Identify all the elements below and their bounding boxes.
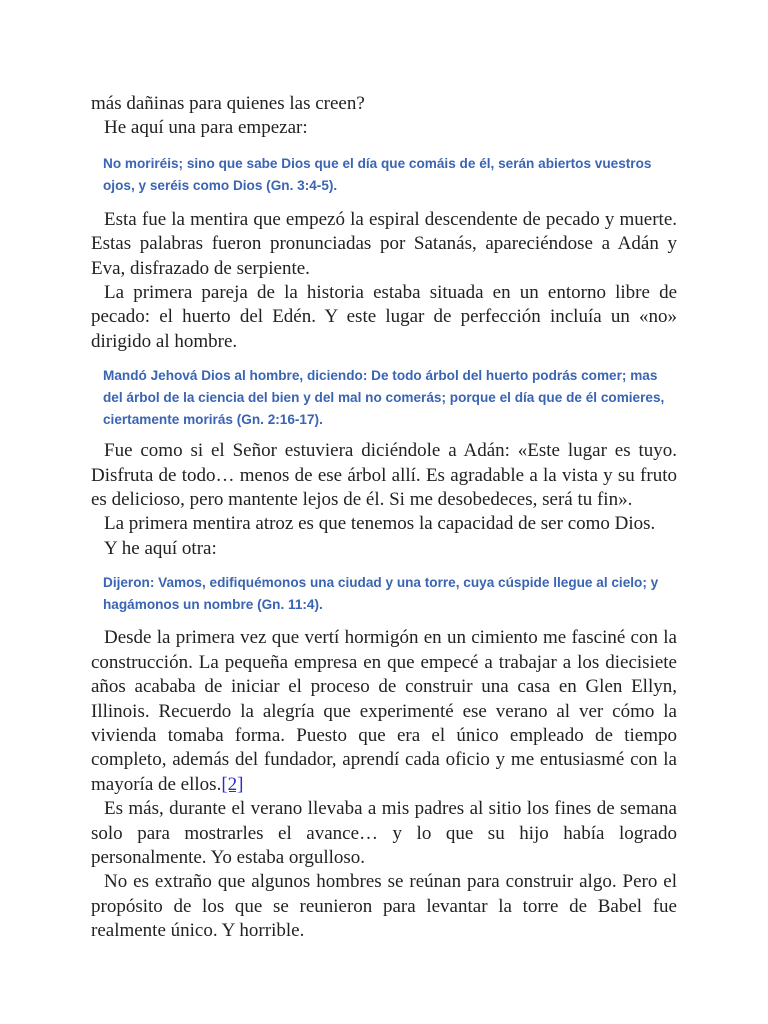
paragraph: Y he aquí otra: [104,537,217,559]
scripture-quote: No moriréis; sino que sabe Dios que el día que comáis de él, serán abiertos vuestros ojos, y seréis como Dios (Gn. 3:4-5). [103,155,652,193]
paragraph: Es más, durante el verano llevaba a mis padres al sitio los fines de semana solo para mostrarles el avance… y lo que su hijo había logrado personalmente. Yo estaba orgulloso. [91,798,677,868]
paragraph: La primera mentira atroz es que tenemos la capacidad de ser como Dios. [104,513,656,535]
paragraph: Esta fue la mentira que empezó la espiral descendente de pecado y muerte. Estas palabras fueron pronunciadas por Satanás, apareciéndose a Adán y Eva, disfrazado de serpiente. [91,208,677,279]
paragraph: No es extraño que algunos hombres se reúnan para construir algo. Pero el propósito de los que se reunieron para levantar la torre de Babel fue realmente único. Y horrible. [91,871,677,942]
scripture-quote: Mandó Jehová Dios al hombre, diciendo: De todo árbol del huerto podrás comer; mas del árbol de la ciencia del bien y del mal no comerás; porque el día que de él comieres, ciertamente morirás (Gn. 2:16-17). [103,368,665,428]
paragraph [91,626,677,797]
paragraph: Fue como si el Señor estuviera diciéndole a Adán: «Este lugar es tuyo. Disfruta de todo… menos de ese árbol allí. Es agradable a la vista y su fruto es delicioso, pero mantente lejos de él. Si me desobedeces, será tu fin». [91,440,677,511]
paragraph: He aquí una para empezar: [104,117,308,139]
paragraph-text: Desde la primera vez que vertí hormigón en un cimiento me fasciné con la construcción. La pequeña empresa en que empecé a trabajar a los diecisiete años acababa de iniciar el proceso de construir una casa en Glen Ellyn, Illinois. Recuerdo la alegría que experimenté ese verano al ver cómo la vivienda tomaba forma. Puesto que era el único empleado de tiempo completo, además del fundador, aprendí cada oficio y me entusiasmé con la mayoría de ellos. [91,627,677,795]
footnote-link[interactable]: [2] [221,773,244,795]
scripture-quote: Dijeron: Vamos, edifiquémonos una ciudad y una torre, cuya cúspide llegue al cielo; y hagámonos un nombre (Gn. 11:4). [103,575,659,613]
paragraph: La primera pareja de la historia estaba situada en un entorno libre de pecado: el huerto del Edén. Y este lugar de perfección incluía un «no» dirigido al hombre. [91,282,677,352]
paragraph: más dañinas para quienes las creen? [91,93,365,114]
